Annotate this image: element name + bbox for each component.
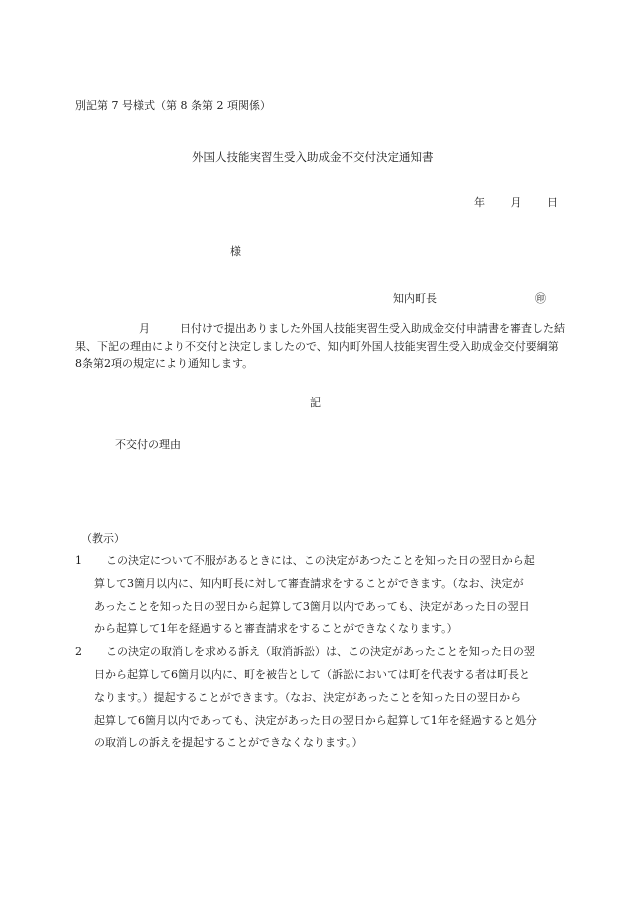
notice-item-line: この決定について不服があるときには、この決定があつたことを知った日の翌日から起 bbox=[106, 554, 535, 567]
addressee-suffix: 様 bbox=[230, 245, 241, 258]
notice-item-line: 日から起算して6箇月以内に、町を被告として（訴訟においては町を代表する者は町長と bbox=[94, 667, 530, 681]
notice-item-line: 算して3箇月以内に、知内町長に対して審査請求をすることができます。（なお、決定が bbox=[94, 576, 524, 590]
date-year: 年 bbox=[474, 196, 485, 209]
notice-item-line: あったことを知った日の翌日から起算して3箇月以内であっても、決定があった日の翌日 bbox=[94, 599, 530, 613]
notice-item bbox=[75, 550, 565, 641]
body-text: 日付けで提出ありました外国人技能実習生受入助成金交付申請書を審査した結果、下記の理由により不交付と決定しましたので、知内町外国人技能実習生受入助成金交付要綱第8条第2項の規定により通知します。 bbox=[75, 322, 565, 370]
notice-item-line: なります。）提起することができます。（なお、決定があったことを知った日の翌日から bbox=[94, 690, 522, 704]
notice-heading: （教示） bbox=[81, 532, 125, 545]
notice-item-line: の取消しの訴えを提起することができなくなります。） bbox=[94, 736, 363, 750]
notice-item-number: 2 bbox=[75, 645, 82, 659]
date-day: 日 bbox=[547, 196, 558, 209]
sender-name: 知内町長 bbox=[393, 292, 437, 305]
document-title: 外国人技能実習生受入助成金不交付決定通知書 bbox=[192, 150, 434, 164]
notice-item bbox=[75, 641, 565, 755]
notice-item-number: 1 bbox=[75, 554, 82, 567]
reason-label: 不交付の理由 bbox=[115, 438, 181, 451]
body-month: 月 bbox=[139, 322, 150, 335]
notice-section bbox=[75, 528, 565, 755]
seal-mark: ㊞ bbox=[535, 292, 546, 305]
notice-item-line: から起算して1年を経過すると審査請求をすることができなくなります。） bbox=[94, 622, 458, 636]
body-paragraph bbox=[75, 320, 565, 373]
date-line bbox=[474, 194, 558, 210]
form-label: 別記第 7 号様式（第 8 条第 2 項関係） bbox=[75, 99, 271, 112]
notice-item-line: 起算して6箇月以内であっても、決定があった日の翌日から起算して1年を経過すると処分 bbox=[94, 713, 537, 727]
notice-item-line: この決定の取消しを求める訴え（取消訴訟）は、この決定があったことを知った日の翌 bbox=[106, 645, 535, 659]
date-month: 月 bbox=[510, 196, 522, 209]
ki-heading: 記 bbox=[310, 396, 321, 409]
